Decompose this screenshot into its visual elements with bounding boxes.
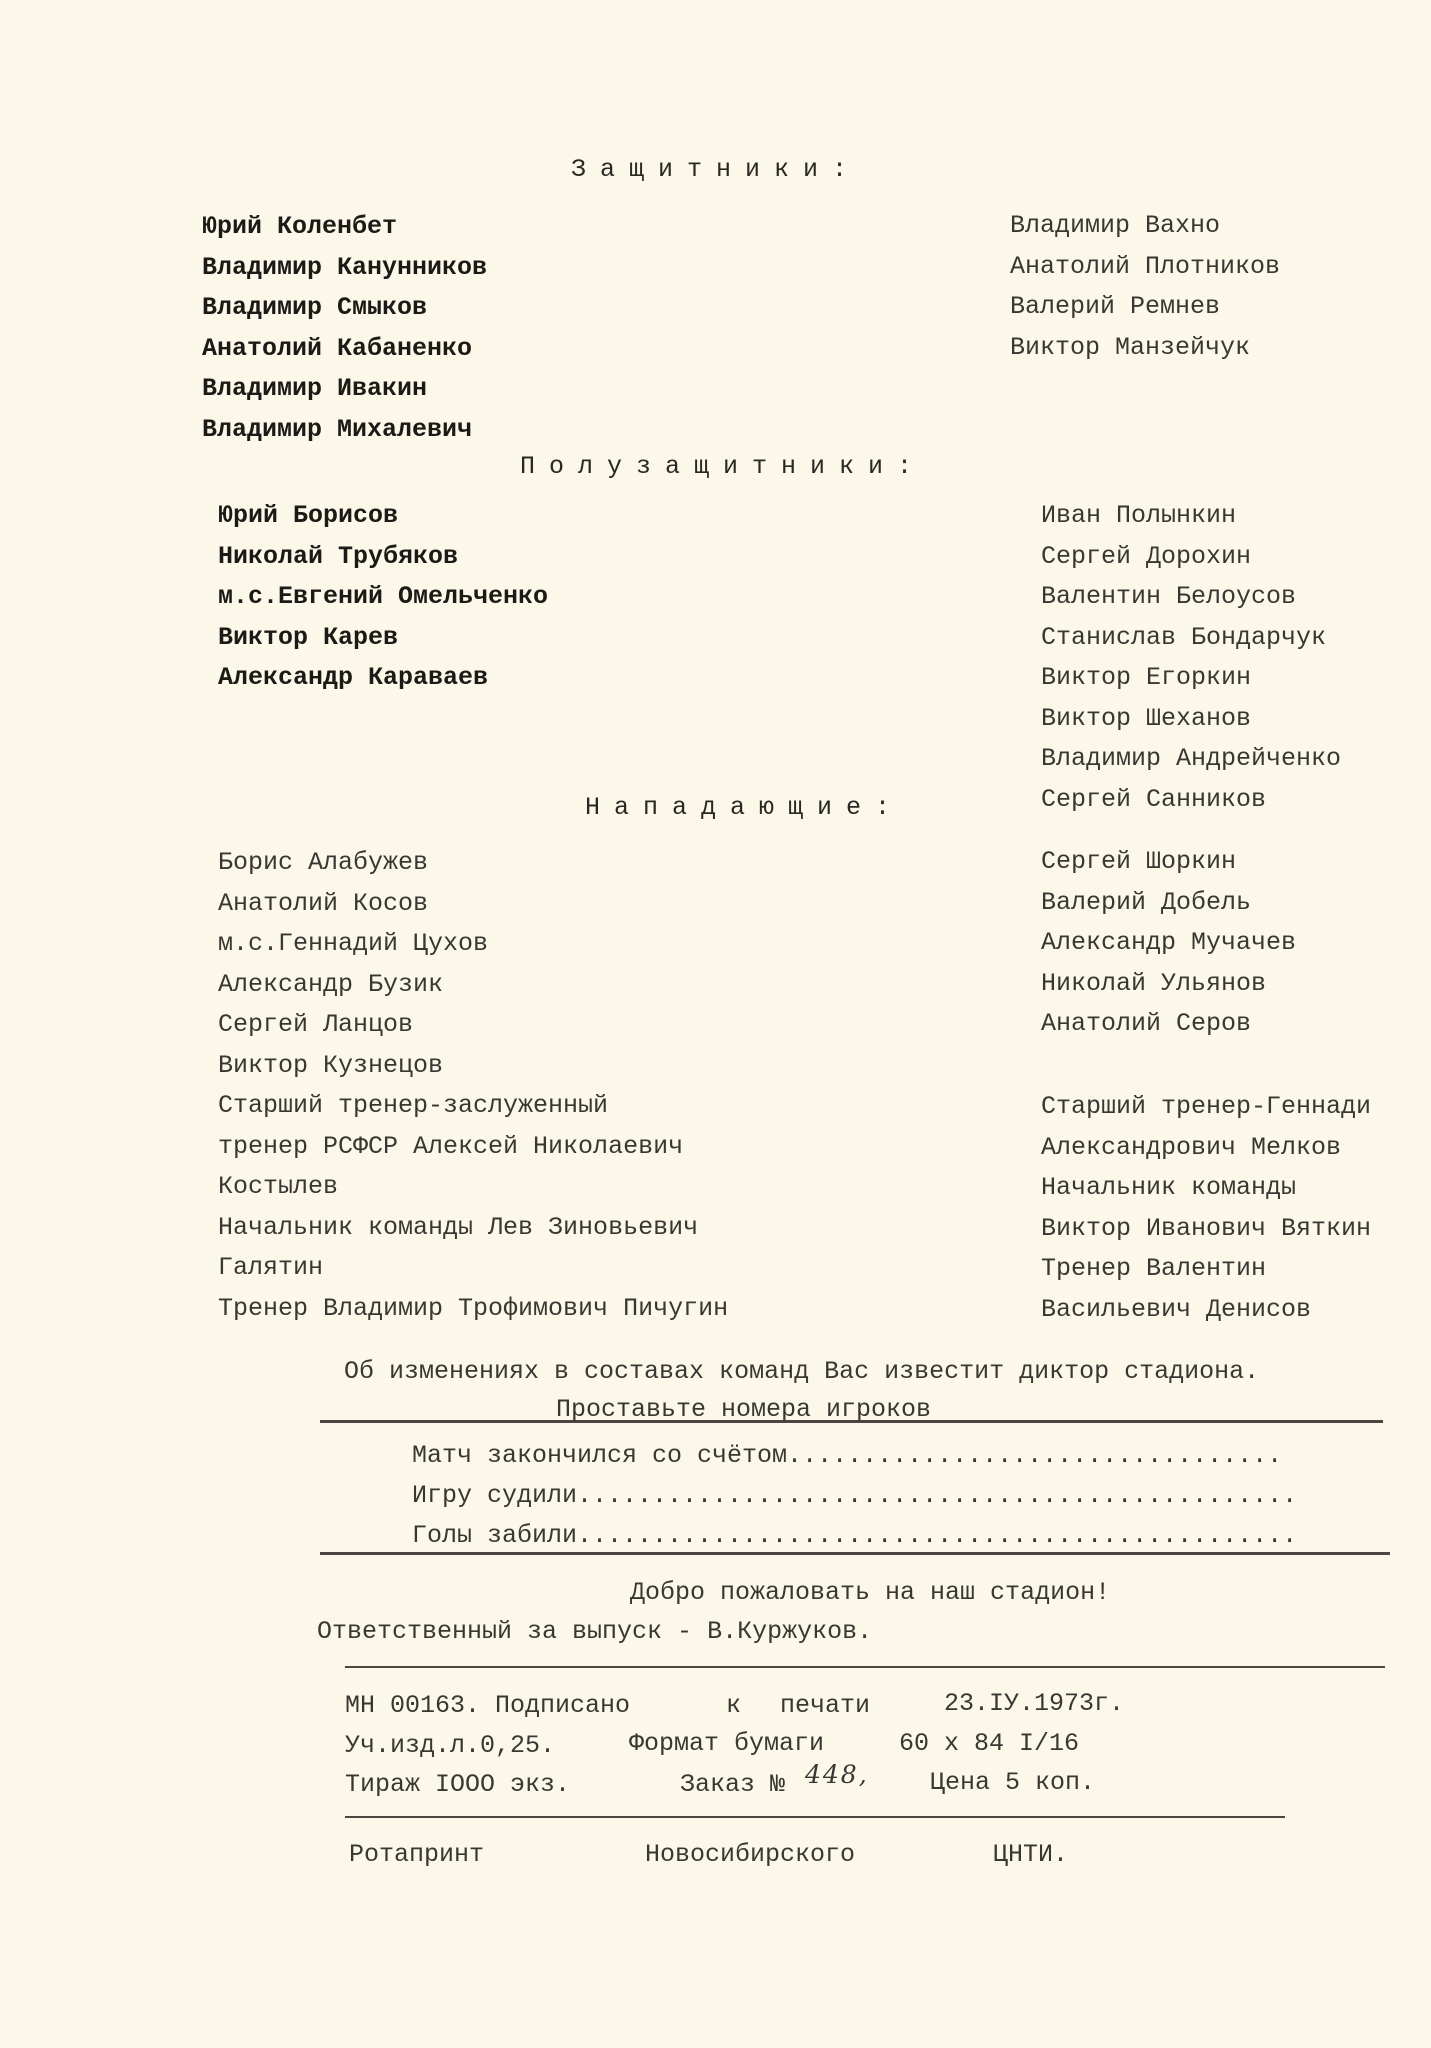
forwards-heading: Нападающие: — [585, 793, 905, 822]
player-name: Валерий Добель — [1041, 887, 1252, 917]
player-name: Юрий Борисов — [218, 501, 399, 530]
midfielders-right-list — [1041, 496, 1341, 820]
forwards-right-list — [1041, 842, 1296, 1045]
imprint-order-label: Заказ № — [680, 1770, 786, 1799]
defenders-left-list — [202, 207, 487, 450]
welcome-text: Добро пожаловать на наш стадион! — [630, 1578, 1111, 1607]
staff-line: Старший тренер-заслуженный — [218, 1091, 609, 1120]
imprint-k: к — [726, 1691, 742, 1720]
staff-line: Старший тренер-Геннади — [1041, 1092, 1372, 1121]
player-name: Владимир Вахно — [1010, 211, 1221, 240]
player-name: Владимир Ивакин — [202, 374, 428, 403]
staff-line: Тренер Владимир Трофимович Пичугин — [218, 1293, 729, 1323]
staff-line: тренер РСФСР Алексей Николаевич — [218, 1131, 684, 1161]
player-name: Николай Ульянов — [1041, 968, 1267, 998]
player-name: Александр Бузик — [218, 969, 444, 999]
player-name: Сергей Санников — [1041, 784, 1267, 814]
player-name: Иван Полынкин — [1041, 501, 1237, 530]
imprint-bottom-rule — [345, 1816, 1285, 1818]
imprint-tirazh: Тираж IООО экз. — [345, 1770, 571, 1799]
defenders-heading: Защитники: — [571, 155, 862, 184]
imprint-price: Цена 5 коп. — [930, 1768, 1096, 1797]
rotaprint-text: Ротапринт — [349, 1840, 485, 1869]
player-name: Виктор Карев — [218, 622, 399, 652]
player-name: Виктор Егоркин — [1041, 663, 1252, 692]
player-name: Александр Караваев — [218, 663, 489, 692]
goals-line: Голы забили................................................ — [412, 1521, 1298, 1550]
imprint-uch: Уч.изд.л.0,25. — [345, 1731, 556, 1760]
player-name: Юрий Коленбет — [202, 212, 398, 241]
player-name: Виктор Шеханов — [1041, 703, 1252, 733]
midfielders-heading: Полузащитники: — [520, 452, 927, 481]
player-name: Сергей Ланцов — [218, 1010, 414, 1039]
imprint-date: 23.IУ.1973г. — [944, 1689, 1125, 1718]
cnti-text: ЦНТИ. — [993, 1840, 1069, 1869]
staff-line: Костылев — [218, 1172, 339, 1201]
player-name: Борис Алабужев — [218, 848, 429, 877]
player-name: Виктор Кузнецов — [218, 1050, 444, 1080]
staff-line: Галятин — [218, 1253, 324, 1282]
player-name: Анатолий Косов — [218, 888, 429, 918]
player-name: Анатолий Серов — [1041, 1009, 1252, 1038]
player-name: Валентин Белоусов — [1041, 582, 1297, 611]
defenders-right-list — [1010, 206, 1280, 368]
player-name: м.с.Евгений Омельченко — [218, 582, 549, 611]
imprint-print: печати — [780, 1691, 871, 1720]
forwards-left-list — [218, 843, 728, 1329]
score-line: Матч закончился со счётом................................. — [412, 1441, 1283, 1470]
staff-line: Васильевич Денисов — [1041, 1294, 1312, 1324]
player-name: Владимир Андрейченко — [1041, 744, 1342, 773]
imprint-mn: МН 00163. Подписано — [345, 1691, 631, 1720]
staff-line: Александрович Мелков — [1041, 1132, 1342, 1162]
player-name: Виктор Манзейчук — [1010, 332, 1251, 362]
player-name: Николай Трубяков — [218, 541, 459, 571]
player-name: м.с.Геннадий Цухов — [218, 929, 489, 958]
player-name: Анатолий Плотников — [1010, 251, 1281, 281]
staff-line: Начальник команды Лев Зиновьевич — [218, 1212, 699, 1242]
player-name: Сергей Дорохин — [1041, 541, 1252, 571]
staff-line: Тренер Валентин — [1041, 1254, 1267, 1283]
novosibirsk-text: Новосибирского — [645, 1840, 856, 1869]
player-name: Владимир Смыков — [202, 293, 428, 322]
player-name: Валерий Ремнев — [1010, 292, 1221, 321]
handwritten-order-number: 448, — [805, 1760, 869, 1789]
staff-line: Начальник команды — [1041, 1173, 1297, 1202]
imprint-format-label: Формат бумаги — [629, 1729, 825, 1758]
right-staff-list — [1041, 1087, 1371, 1330]
player-name: Сергей Шоркин — [1041, 847, 1237, 876]
player-name: Анатолий Кабаненко — [202, 333, 473, 363]
player-name: Станислав Бондарчук — [1041, 622, 1327, 652]
staff-line: Виктор Иванович Вяткин — [1041, 1213, 1372, 1243]
form-title: Проставьте номера игроков — [556, 1395, 932, 1424]
player-name: Александр Мучачев — [1041, 928, 1297, 957]
player-name: Владимир Михалевич — [202, 414, 473, 444]
referees-line: Игру судили................................................ — [412, 1481, 1298, 1510]
form-bottom-rule — [320, 1552, 1390, 1555]
imprint-top-rule — [345, 1666, 1385, 1668]
player-name: Владимир Канунников — [202, 252, 488, 282]
lineup-change-notice: Об изменениях в составах команд Вас известит диктор стадиона. — [344, 1357, 1260, 1386]
imprint-format-value: 60 х 84 I/16 — [899, 1729, 1080, 1758]
midfielders-left-list — [218, 496, 548, 699]
responsible-text: Ответственный за выпуск - В.Куржуков. — [317, 1617, 873, 1646]
